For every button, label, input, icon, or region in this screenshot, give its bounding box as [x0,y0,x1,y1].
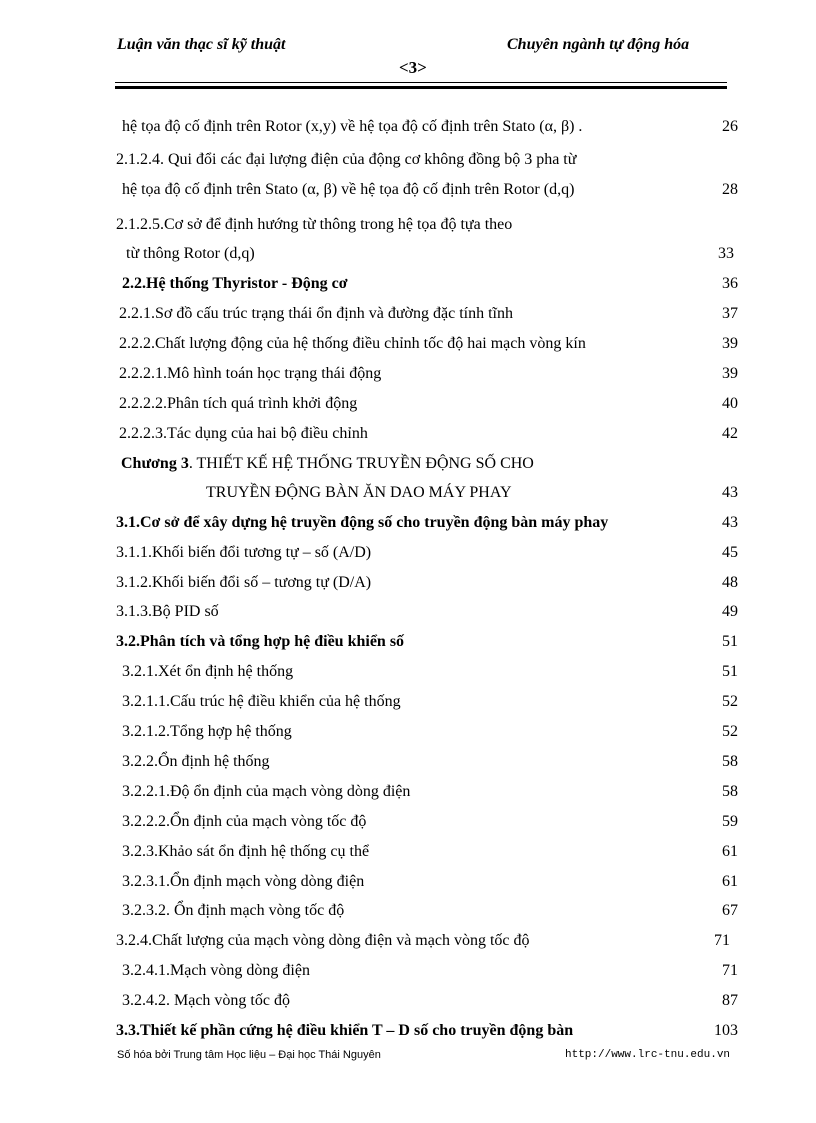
toc-entry-text: 3.2.3.1.Ổn định mạch vòng dòng điện [122,873,365,890]
toc-entry-text: 3.2.4.2. Mạch vòng tốc độ [122,992,290,1009]
toc-entry-text: 2.2.1.Sơ đồ cấu trúc trạng thái ổn định và đường đặc tính tĩnh [119,305,513,322]
toc-entry-text: 3.2.1.Xét ổn định hệ thống [122,663,294,680]
toc-entry-page: 28 [722,181,738,198]
toc-entry-page: 71 [714,932,730,949]
toc-entry-page: 71 [722,962,738,979]
header-rule-thick [115,86,727,89]
toc-entry-page: 52 [722,723,738,740]
toc-entry-text: 3.2.3.Khảo sát ổn định hệ thống cụ thể [122,843,370,860]
toc-entry-text: hệ tọa độ cố định trên Rotor (x,y) về hệ tọa độ cố định trên Stato (α, β) . [122,118,583,135]
toc-entry-text: 3.1.3.Bộ PID số [116,603,219,620]
toc-entry-text: 3.2.2.Ổn định hệ thống [122,753,270,770]
page-number: <3> [399,58,427,77]
toc-entry-page: 52 [722,693,738,710]
toc-entry-page: 36 [722,275,738,292]
chapter-title: . THIẾT KẾ HỆ THỐNG TRUYỀN ĐỘNG SỐ CHO [188,455,534,472]
toc-entry-page: 43 [722,514,738,531]
toc-entry-text: 3.2.2.1.Độ ổn định của mạch vòng dòng điện [122,783,411,800]
toc-entry-text: 3.2.3.2. Ổn định mạch vòng tốc độ [122,902,345,919]
toc-entry-page: 67 [722,902,738,919]
toc-entry-page: 58 [722,783,738,800]
toc-section-heading: 3.1.Cơ sở để xây dựng hệ truyền động số cho truyền động bàn máy phay [116,514,609,531]
toc-entry-text: 2.1.2.4. Qui đổi các đại lượng điện của động cơ không đồng bộ 3 pha từ [116,151,577,168]
toc-entry-text: 3.2.4.Chất lượng của mạch vòng dòng điện và mạch vòng tốc độ [116,932,530,949]
toc-entry-page: 51 [722,663,738,680]
toc-entry-text: 3.2.2.2.Ổn định của mạch vòng tốc độ [122,813,367,830]
header-rule-thin [115,82,727,83]
toc-entry-page: 37 [722,305,738,322]
toc-section-heading: 3.3.Thiết kế phần cứng hệ điều khiển T – D số cho truyền động bàn [116,1022,574,1039]
toc-entry-page: 61 [722,873,738,890]
toc-entry-text: 2.2.2.2.Phân tích quá trình khởi động [119,395,358,412]
toc-entry-text: 3.2.4.1.Mạch vòng dòng điện [122,962,310,979]
toc-entry-page: 40 [722,395,738,412]
toc-entry-text: 3.1.1.Khối biến đổi tương tự – số (A/D) [116,544,372,561]
toc-entry-page: 87 [722,992,738,1009]
toc-entry-page: 61 [722,843,738,860]
toc-entry-page: 39 [722,365,738,382]
header-thesis-title: Luận văn thạc sĩ kỹ thuật [117,36,286,53]
toc-entry-page: 42 [722,425,738,442]
toc-section-heading: 2.2.Hệ thống Thyristor - Động cơ [122,275,348,292]
toc-entry-text: 2.2.2.3.Tác dụng của hai bộ điều chỉnh [119,425,368,442]
toc-entry-page: 103 [714,1022,738,1039]
toc-entry-text: 2.1.2.5.Cơ sở để định hướng từ thông trong hệ tọa độ tựa theo [116,216,513,233]
toc-chapter-heading-cont: TRUYỀN ĐỘNG BÀN ĂN DAO MÁY PHAY [206,484,512,501]
header-major: Chuyên ngành tự động hóa [507,36,690,53]
toc-entry-text: 3.2.1.1.Cấu trúc hệ điều khiển của hệ thống [122,693,401,710]
toc-section-heading: 3.2.Phân tích và tổng hợp hệ điều khiển số [116,633,405,650]
toc-entry-text: hệ tọa độ cố định trên Stato (α, β) về hệ tọa độ cố định trên Rotor (d,q) [122,181,575,198]
toc-entry-page: 48 [722,574,738,591]
toc-entry-text: 2.2.2.Chất lượng động của hệ thống điều chỉnh tốc độ hai mạch vòng kín [119,335,586,352]
toc-entry-page: 33 [718,245,734,262]
toc-entry-text: 3.1.2.Khối biến đổi số – tương tự (D/A) [116,574,372,591]
toc-entry-page: 43 [722,484,738,501]
toc-entry-text: từ thông Rotor (d,q) [126,245,255,262]
toc-entry-text: 2.2.2.1.Mô hình toán học trạng thái động [119,365,382,382]
toc-entry-page: 45 [722,544,738,561]
toc-chapter-heading [121,455,534,473]
toc-entry-page: 58 [722,753,738,770]
toc-entry-page: 26 [722,118,738,135]
footer-digitized-by: Số hóa bởi Trung tâm Học liệu – Đại học Thái Nguyên [117,1049,381,1061]
toc-entry-page: 49 [722,603,738,620]
chapter-label: Chương 3 [121,455,189,472]
footer-url: http://www.lrc-tnu.edu.vn [565,1049,731,1061]
toc-entry-text: 3.2.1.2.Tổng hợp hệ thống [122,723,292,740]
toc-entry-page: 51 [722,633,738,650]
toc-entry-page: 59 [722,813,738,830]
toc-entry-page: 39 [722,335,738,352]
